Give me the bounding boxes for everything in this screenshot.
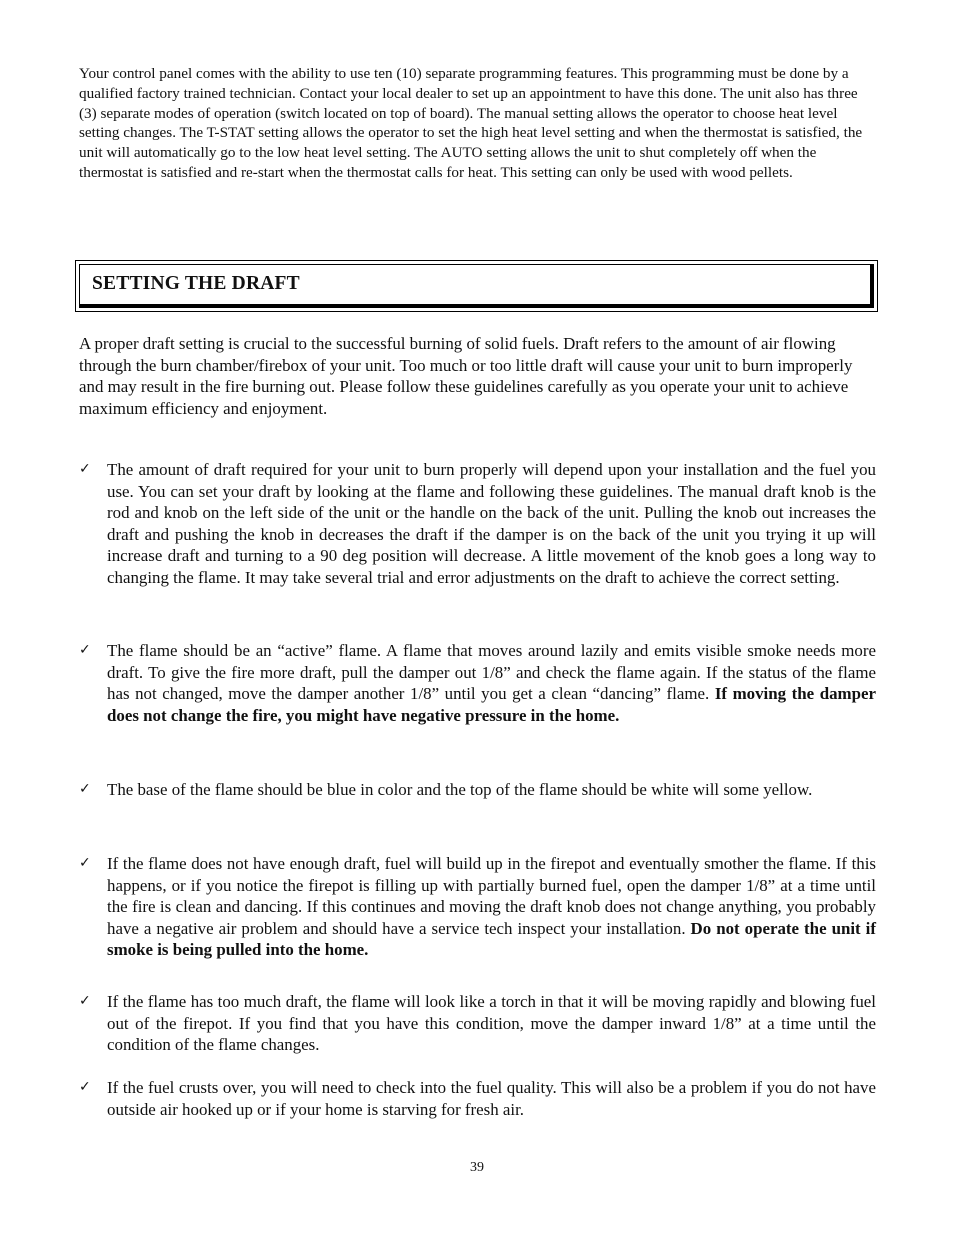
bullet-item [79,1077,876,1120]
bullet-text-normal: If the flame has too much draft, the flame will look like a torch in that it will be moving rapidly and blowing fuel out of the firepot. If you find that you have this condition, move the damper inward 1/8” at a time until the condition of the flame changes. [107,992,876,1054]
bullet-text [107,779,876,801]
section-title: SETTING THE DRAFT [92,273,300,294]
bullet-text-bold: Do not operate the unit if smoke is being pulled into the home. [107,918,876,959]
bullet-text-normal: If the fuel crusts over, you will need to check into the fuel quality. This will also be a problem if you do not have outside air hooked up or if your home is starving for fresh air. [107,1078,876,1119]
lead-paragraph: A proper draft setting is crucial to the successful burning of solid fuels. Draft refers to the amount of air flowing through the burn chamber/firebox of your unit. Too much or too little draft will cause your unit to burn improperly and may result in the fire burning out. Please follow these guidelines carefully as you operate your unit to achieve maximum efficiency and enjoyment. [79,334,853,418]
bullet-text [107,459,876,588]
checkmark-icon: ✓ [79,461,91,477]
section-header-box [75,260,878,312]
checkmark-icon: ✓ [79,855,91,871]
bullet-text [107,991,876,1056]
bullet-text-normal: The flame should be an “active” flame. A flame that moves around lazily and emits visible smoke needs more draft. To give the fire more draft, pull the damper out 1/8” and check the flame again. If the status of the flame has not changed, move the damper another 1/8” until you get a clean “dancing” flame. [107,641,876,703]
bullet-text-normal: The base of the flame should be blue in color and the top of the flame should be white will some yellow. [107,780,813,799]
bullet-item [79,779,876,801]
bullet-text-normal: The amount of draft required for your unit to burn properly will depend upon your installation and the fuel you use. You can set your draft by looking at the flame and following these guidelines. The manual draft knob is the rod and knob on the left side of the unit or the handle on the back of the unit. Pulling the knob out increases the draft and pushing the knob in decreases the draft if the damper is on the back of the unit you trying it up will increase draft and turning to a 90 deg position will decrease. A little movement of the knob goes a long way to changing the flame. It may take several trial and error adjustments on the draft to achieve the correct setting. [107,460,876,587]
bullet-text [107,1077,876,1120]
bullet-item [79,640,876,726]
bullet-text [107,640,876,726]
checkmark-icon: ✓ [79,993,91,1009]
page-number: 39 [470,1160,484,1175]
bullet-item [79,853,876,961]
checkmark-icon: ✓ [79,781,91,797]
bullet-item [79,459,876,588]
checkmark-icon: ✓ [79,642,91,658]
bullet-item [79,991,876,1056]
bullet-text [107,853,876,961]
bullet-text-normal: If the flame does not have enough draft, fuel will build up in the firepot and eventually smother the flame. If this happens, or if you notice the firepot is filling up with partially burned fuel, open the damper 1/8” at a time until the fire is clean and dancing. If this continues and moving the draft knob does not change anything, you probably have a negative air problem and should have a service tech inspect your installation. [107,854,876,938]
bullet-text-bold: If moving the damper does not change the fire, you might have negative pressure in the home. [107,684,877,725]
checkmark-icon: ✓ [79,1079,91,1095]
intro-paragraph: Your control panel comes with the ability to use ten (10) separate programming features. This programming must be done by a qualified factory trained technician. Contact your local dealer to set up an appointment to have this done. The unit also has three (3) separate modes of operation (switch located on top of board). The manual setting allows the operator to choose heat level setting changes. The T-STAT setting allows the operator to set the high heat level setting and when the thermostat is satisfied, the unit will automatically go to the low heat level setting. The AUTO setting allows the unit to shut completely off when the thermostat is satisfied and re-start when the thermostat calls for heat. This setting can only be used with wood pellets. [79,65,863,181]
